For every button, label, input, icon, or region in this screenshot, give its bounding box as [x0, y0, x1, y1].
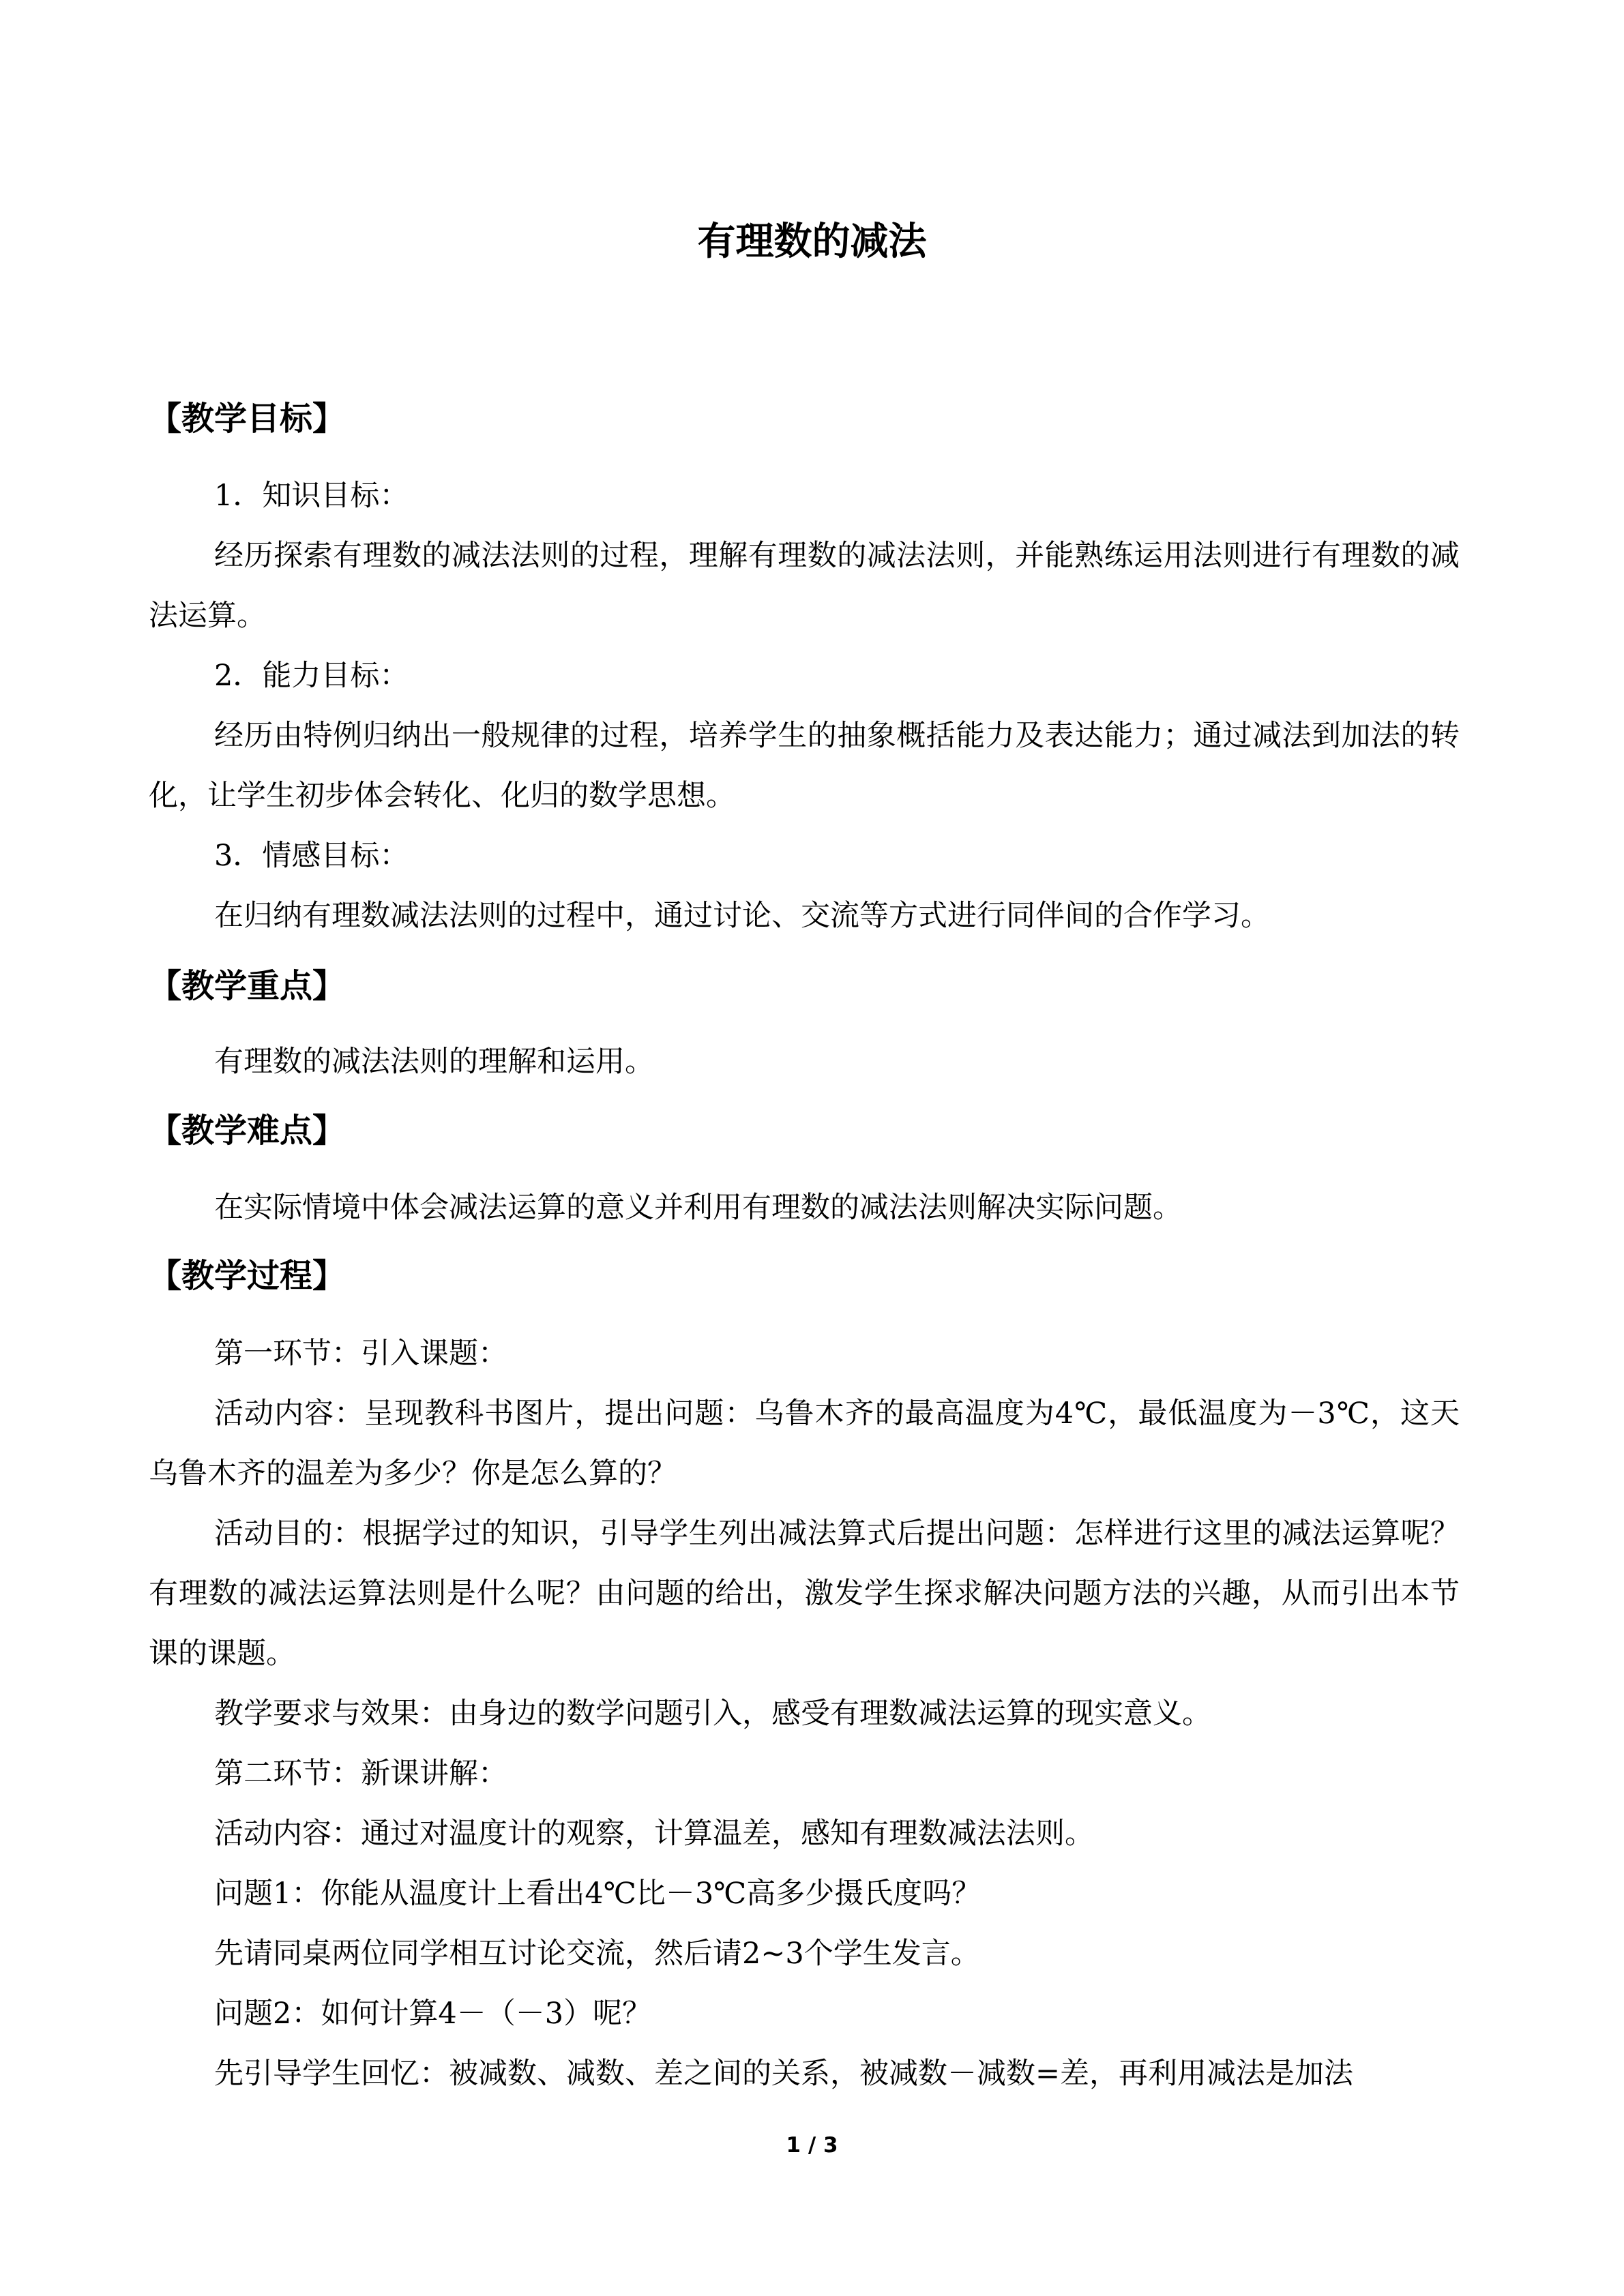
process-requirement: 教学要求与效果：由身边的数学问题引入，感受有理数减法运算的现实意义。: [214, 1697, 1211, 1731]
heading-objectives: 【教学目标】: [149, 400, 346, 438]
page-number: 1 / 3: [786, 2133, 838, 2158]
process-discussion: 先请同桌两位同学相互讨论交流，然后请2~3个学生发言。: [214, 1937, 980, 1971]
objectives-paragraph-1: 经历探索有理数的减法法则的过程，理解有理数的减法法则，并能熟练运用法则进行有理数的减法运算。: [149, 539, 1460, 633]
process-guidance: 先引导学生回忆：被减数、减数、差之间的关系，被减数－减数=差，再利用减法是加法: [214, 2057, 1354, 2091]
heading-difficulties: 【教学难点】: [149, 1112, 346, 1150]
heading-process: 【教学过程】: [149, 1257, 346, 1295]
process-stage-2: 第二环节：新课讲解：: [214, 1757, 507, 1791]
objectives-item-1: 1．知识目标：: [214, 479, 409, 513]
objectives-item-2: 2．能力目标：: [214, 659, 409, 693]
process-question-2: 问题2：如何计算4－（－3）呢？: [214, 1997, 652, 2031]
process-question-1: 问题1：你能从温度计上看出4℃比－3℃高多少摄氏度吗？: [214, 1877, 981, 1911]
process-activity-content-2: 活动内容：通过对温度计的观察，计算温差，感知有理数减法法则。: [214, 1817, 1094, 1851]
objectives-item-3: 3．情感目标：: [214, 839, 409, 873]
document-title: 有理数的减法: [697, 220, 927, 264]
objectives-paragraph-3: 在归纳有理数减法法则的过程中，通过讨论、交流等方式进行同伴间的合作学习。: [214, 899, 1270, 933]
heading-key-points: 【教学重点】: [149, 967, 346, 1005]
difficulties-paragraph: 在实际情境中体会减法运算的意义并利用有理数的减法法则解决实际问题。: [214, 1191, 1182, 1225]
process-stage-1: 第一环节：引入课题：: [214, 1337, 507, 1371]
process-activity-content-1: 活动内容：呈现教科书图片，提出问题：乌鲁木齐的最高温度为4℃，最低温度为－3℃，这天乌鲁木齐的温差为多少？你是怎么算的？: [149, 1397, 1460, 1491]
process-activity-purpose: 活动目的：根据学过的知识，引导学生列出减法算式后提出问题：怎样进行这里的减法运算呢？有理数的减法运算法则是什么呢？由问题的给出，激发学生探求解决问题方法的兴趣，从而引出本节课的课题。: [149, 1517, 1460, 1671]
key-points-paragraph: 有理数的减法法则的理解和运用。: [214, 1045, 654, 1079]
objectives-paragraph-2: 经历由特例归纳出一般规律的过程，培养学生的抽象概括能力及表达能力；通过减法到加法的转化，让学生初步体会转化、化归的数学思想。: [149, 719, 1460, 813]
